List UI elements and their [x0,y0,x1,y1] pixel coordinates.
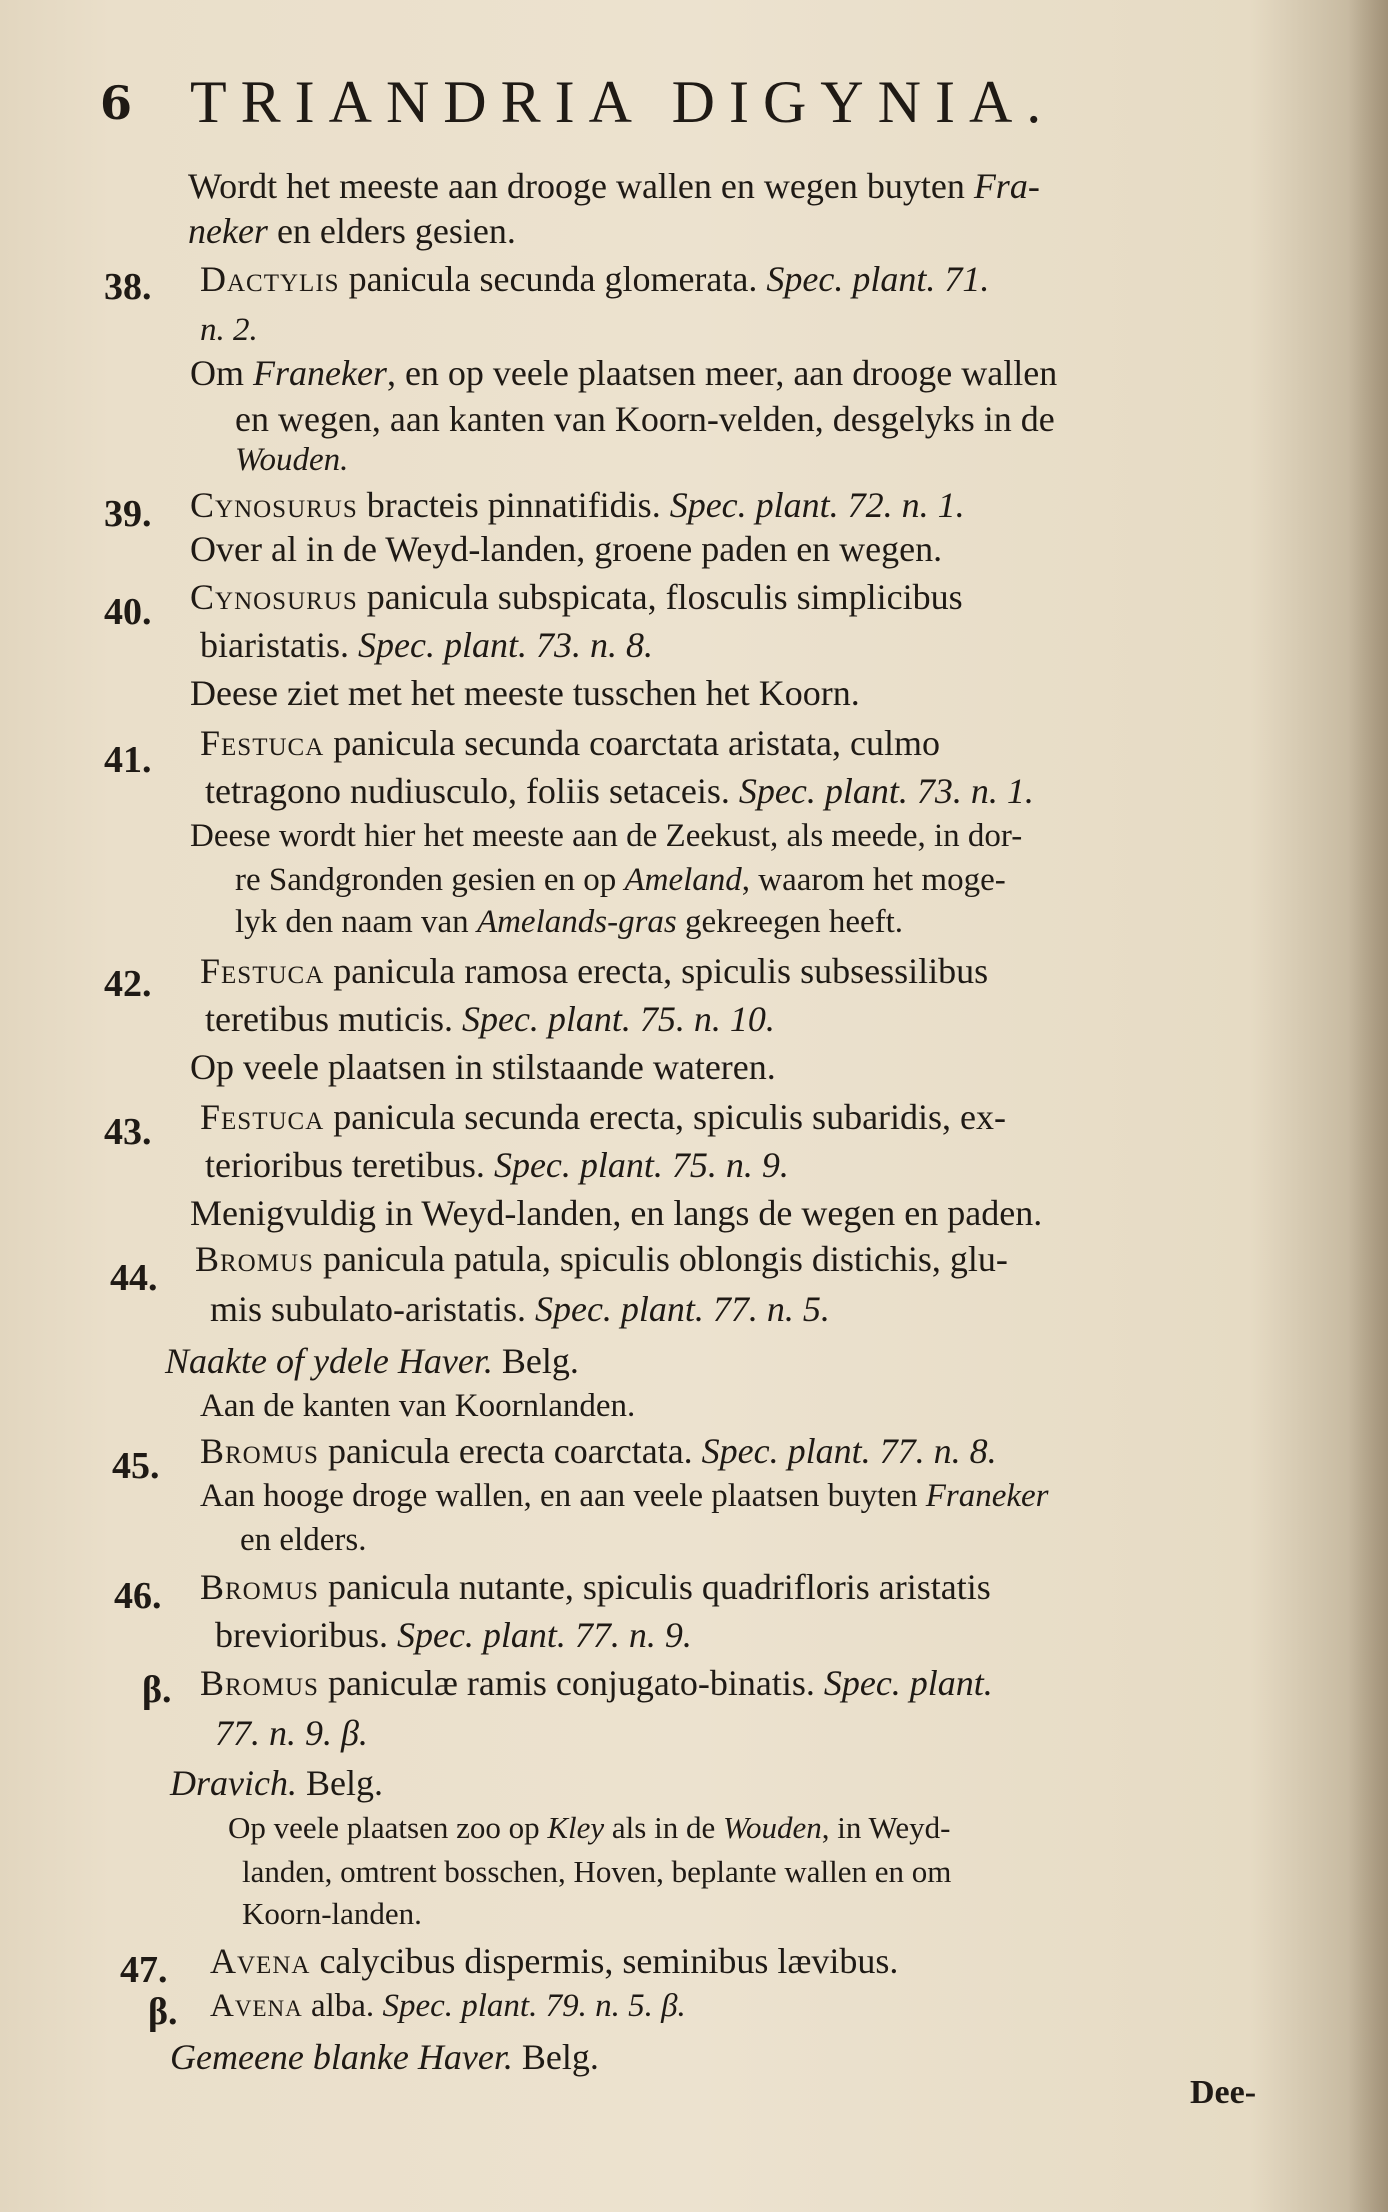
entry-40-note-1: Deese ziet met het meeste tusschen het Koorn. [190,673,860,713]
entry-46-note-1: Op veele plaatsen zoo op Kley als in de Wouden, in Weyd- [228,1810,951,1845]
entry-41-line-1: Festuca panicula secunda coarctata aristata, culmo [200,723,940,763]
entry-44-line-2: mis subulato-aristatis. Spec. plant. 77. n. 5. [210,1289,830,1329]
entry-46-vernacular: Dravich. Belg. [170,1763,383,1803]
catchword: Dee- [1190,2074,1257,2111]
entry-number: 47. [120,1949,168,1991]
entry-number: 45. [112,1445,160,1487]
entry-46-line-1: Bromus panicula nutante, spiculis quadrifloris aristatis [200,1567,991,1607]
entry-47-line-1: Avena calycibus dispermis, seminibus lævibus. [210,1941,899,1981]
entry-variety-number: β. [148,1991,178,2033]
entry-46-line-2: brevioribus. Spec. plant. 77. n. 9. [215,1615,692,1655]
entry-number: 44. [110,1257,158,1299]
entry-44-line-1: Bromus panicula patula, spiculis oblongis distichis, glu- [195,1239,1008,1279]
entry-46-beta-line-2: 77. n. 9. β. [215,1713,368,1753]
entry-43-line-1: Festuca panicula secunda erecta, spiculis subaridis, ex- [200,1097,1007,1137]
entry-38-note-1: Om Franeker, en op veele plaatsen meer, aan drooge wallen [190,353,1058,393]
entry-38-line-1: Dactylis panicula secunda glomerata. Spec. plant. 71. [200,259,990,299]
entry-number: 39. [104,493,152,535]
entry-44-note-1: Aan de kanten van Koornlanden. [200,1388,636,1424]
entry-46-beta-line-1: Bromus paniculæ ramis conjugato-binatis. Spec. plant. [200,1663,993,1703]
entry-40-line-2: biaristatis. Spec. plant. 73. n. 8. [200,625,653,665]
page-number: 6 [100,76,133,130]
entry-40-line-1: Cynosurus panicula subspicata, flosculis simplicibus [190,577,963,617]
entry-number: 38. [104,266,152,308]
entry-45-note-1: Aan hooge droge wallen, en aan veele plaatsen buyten Franeker [200,1478,1049,1514]
entry-number: 42. [104,963,152,1005]
entry-number: 40. [104,591,152,633]
entry-number: 46. [114,1575,162,1617]
entry-47-beta-line-1: Avena alba. Spec. plant. 79. n. 5. β. [210,1988,686,2024]
entry-38-note-2: en wegen, aan kanten van Koorn-velden, desgelyks in de [235,399,1055,439]
entry-38-note-3: Wouden. [235,442,349,478]
entry-42-line-1: Festuca panicula ramosa erecta, spiculis subsessilibus [200,951,989,991]
entry-43-note-1: Menigvuldig in Weyd-landen, en langs de wegen en paden. [190,1193,1043,1233]
entry-45-line-1: Bromus panicula erecta coarctata. Spec. plant. 77. n. 8. [200,1431,997,1471]
entry-44-vernacular: Naakte of ydele Haver. Belg. [165,1341,579,1381]
entry-41-line-2: tetragono nudiusculo, foliis setaceis. Spec. plant. 73. n. 1. [205,771,1034,811]
entry-43-line-2: terioribus teretibus. Spec. plant. 75. n. 9. [205,1145,789,1185]
entry-38-line-2: n. 2. [200,312,258,348]
entry-number: 41. [104,739,152,781]
entry-variety-number: β. [142,1669,172,1711]
entry-42-line-2: teretibus muticis. Spec. plant. 75. n. 10. [205,999,775,1039]
entry-number: 43. [104,1111,152,1153]
intro-line-2: neker en elders gesien. [188,211,516,251]
entry-42-note-1: Op veele plaatsen in stilstaande wateren. [190,1047,776,1087]
entry-45-note-2: en elders. [240,1522,367,1558]
entry-39-line-1: Cynosurus bracteis pinnatifidis. Spec. plant. 72. n. 1. [190,485,965,525]
entry-41-note-2: re Sandgronden gesien en op Ameland, waarom het moge- [235,862,1006,898]
running-head: TRIANDRIA DIGYNIA. [190,69,1056,135]
entry-46-note-3: Koorn-landen. [242,1896,422,1931]
entry-47-vernacular: Gemeene blanke Haver. Belg. [170,2037,599,2077]
entry-46-note-2: landen, omtrent bosschen, Hoven, beplante wallen en om [242,1854,952,1889]
entry-41-note-3: lyk den naam van Amelands-gras gekreegen heeft. [235,904,904,940]
intro-line-1: Wordt het meeste aan drooge wallen en wegen buyten Fra- [188,166,1040,206]
entry-41-note-1: Deese wordt hier het meeste aan de Zeekust, als meede, in dor- [190,818,1023,854]
entry-39-note-1: Over al in de Weyd-landen, groene paden en wegen. [190,529,943,569]
